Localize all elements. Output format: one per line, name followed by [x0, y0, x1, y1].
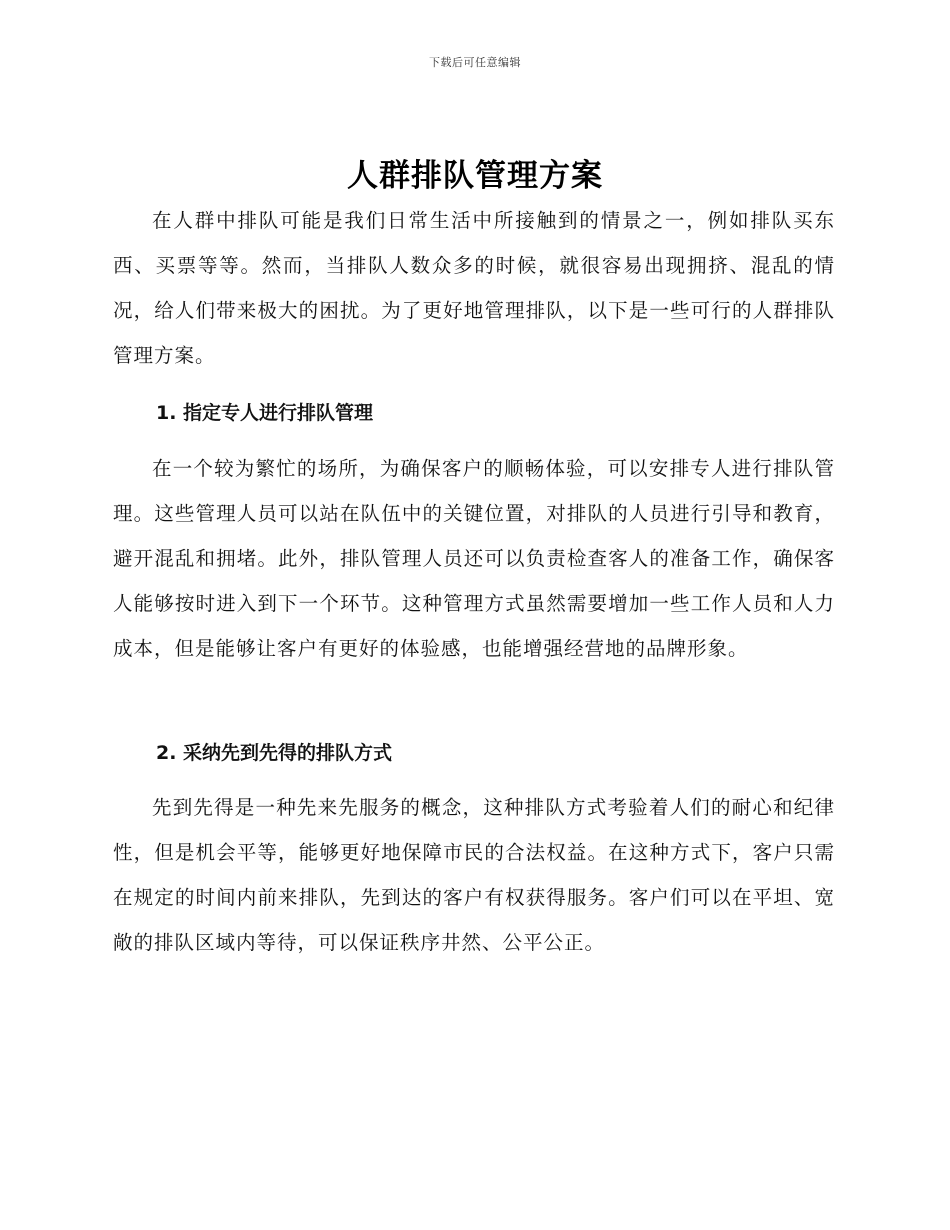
- intro-section: [113, 198, 835, 378]
- section-paragraph: 先到先得是一种先来先服务的概念，这种排队方式考验着人们的耐心和纪律性，但是机会平等，能够更好地保障市民的合法权益。在这种方式下，客户只需在规定的时间内前来排队，先到达的客户有权获得服务。客户们可以在平坦、宽敞的排队区域内等待，可以保证秩序井然、公平公正。: [113, 796, 835, 954]
- section-1-body-block: [113, 446, 835, 671]
- section-heading: 2. 采纳先到先得的排队方式: [156, 742, 393, 764]
- section-2-heading-block: [113, 738, 835, 768]
- section-1-heading-block: [113, 398, 835, 428]
- header-note: 下载后可任意编辑: [429, 56, 521, 69]
- section-2-body-block: [113, 785, 835, 965]
- document-title: 人群排队管理方案: [347, 158, 603, 194]
- section-paragraph: 在一个较为繁忙的场所，为确保客户的顺畅体验，可以安排专人进行排队管理。这些管理人员可以站在队伍中的关键位置，对排队的人员进行引导和教育，避开混乱和拥堵。此外，排队管理人员还可以负责检查客人的准备工作，确保客人能够按时进入到下一个环节。这种管理方式虽然需要增加一些工作人员和人力成本，但是能够让客户有更好的体验感，也能增强经营地的品牌形象。: [113, 457, 835, 660]
- intro-paragraph: 在人群中排队可能是我们日常生活中所接触到的情景之一，例如排队买东西、买票等等。然而，当排队人数众多的时候，就很容易出现拥挤、混乱的情况，给人们带来极大的困扰。为了更好地管理排队，以下是一些可行的人群排队管理方案。: [113, 209, 835, 367]
- section-heading: 1. 指定专人进行排队管理: [156, 402, 374, 424]
